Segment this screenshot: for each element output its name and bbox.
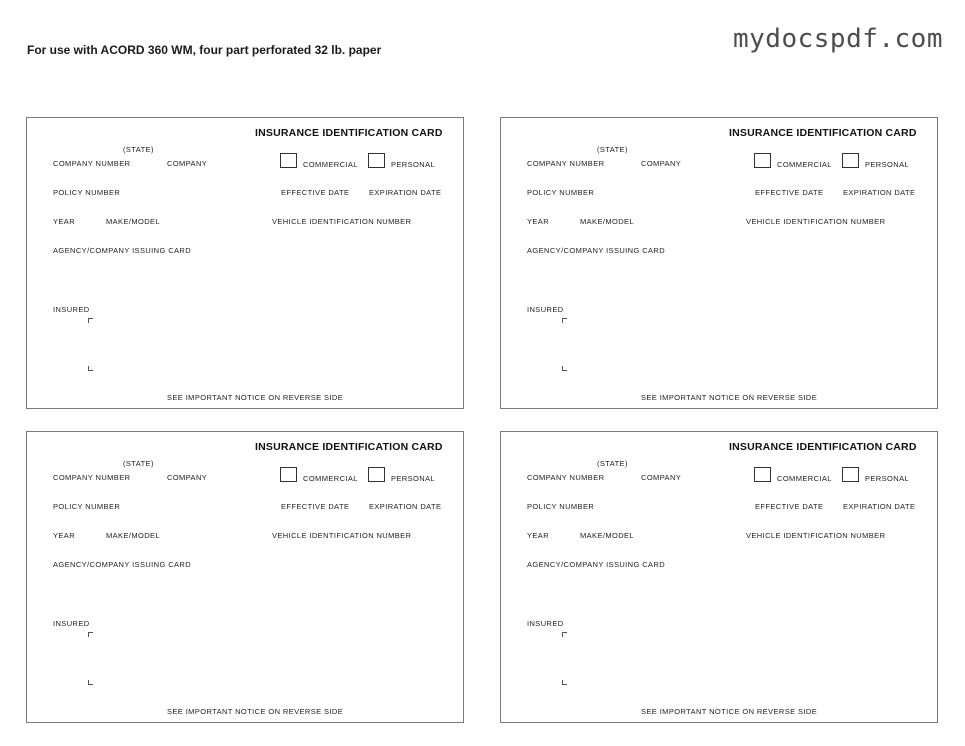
insurance-card-2 [500,117,938,409]
state-label: (STATE) [123,145,154,154]
personal-label: PERSONAL [865,474,910,483]
address-corner-bottom [88,680,93,685]
card-title: INSURANCE IDENTIFICATION CARD [729,441,917,453]
commercial-label: COMMERCIAL [303,160,358,169]
state-label: (STATE) [597,459,628,468]
year-label: YEAR [527,531,550,540]
year-label: YEAR [53,217,76,226]
commercial-checkbox[interactable] [280,153,297,168]
personal-label: PERSONAL [391,160,436,169]
insured-label: INSURED [527,305,564,314]
watermark: mydocspdf.com [733,24,943,54]
company-label: COMPANY [641,159,682,168]
year-label: YEAR [53,531,76,540]
vin-label: VEHICLE IDENTIFICATION NUMBER [272,531,412,540]
expiration-date-label: EXPIRATION DATE [369,502,442,511]
personal-label: PERSONAL [865,160,910,169]
commercial-checkbox[interactable] [754,153,771,168]
vin-label: VEHICLE IDENTIFICATION NUMBER [746,217,886,226]
address-corner-top [562,632,567,637]
reverse-notice: SEE IMPORTANT NOTICE ON REVERSE SIDE [641,393,818,402]
make-model-label: MAKE/MODEL [106,531,161,540]
insurance-card-1 [26,117,464,409]
company-number-label: COMPANY NUMBER [53,159,131,168]
insured-label: INSURED [527,619,564,628]
card-title: INSURANCE IDENTIFICATION CARD [255,441,443,453]
personal-label: PERSONAL [391,474,436,483]
effective-date-label: EFFECTIVE DATE [755,188,824,197]
address-corner-bottom [562,680,567,685]
state-label: (STATE) [123,459,154,468]
address-corner-bottom [562,366,567,371]
policy-number-label: POLICY NUMBER [53,502,121,511]
commercial-checkbox[interactable] [280,467,297,482]
make-model-label: MAKE/MODEL [580,217,635,226]
effective-date-label: EFFECTIVE DATE [281,188,350,197]
make-model-label: MAKE/MODEL [580,531,635,540]
policy-number-label: POLICY NUMBER [527,188,595,197]
company-label: COMPANY [167,473,208,482]
agency-label: AGENCY/COMPANY ISSUING CARD [53,560,192,569]
header-note: For use with ACORD 360 WM, four part perforated 32 lb. paper [27,43,382,57]
agency-label: AGENCY/COMPANY ISSUING CARD [527,246,666,255]
address-corner-top [562,318,567,323]
card-title: INSURANCE IDENTIFICATION CARD [729,127,917,139]
expiration-date-label: EXPIRATION DATE [843,502,916,511]
expiration-date-label: EXPIRATION DATE [369,188,442,197]
commercial-checkbox[interactable] [754,467,771,482]
vin-label: VEHICLE IDENTIFICATION NUMBER [272,217,412,226]
personal-checkbox[interactable] [368,467,385,482]
reverse-notice: SEE IMPORTANT NOTICE ON REVERSE SIDE [167,707,344,716]
address-corner-bottom [88,366,93,371]
expiration-date-label: EXPIRATION DATE [843,188,916,197]
insurance-card-3 [26,431,464,723]
vin-label: VEHICLE IDENTIFICATION NUMBER [746,531,886,540]
personal-checkbox[interactable] [842,153,859,168]
effective-date-label: EFFECTIVE DATE [281,502,350,511]
agency-label: AGENCY/COMPANY ISSUING CARD [527,560,666,569]
insured-label: INSURED [53,619,90,628]
address-corner-top [88,318,93,323]
address-corner-top [88,632,93,637]
company-label: COMPANY [641,473,682,482]
company-number-label: COMPANY NUMBER [527,473,605,482]
company-label: COMPANY [167,159,208,168]
company-number-label: COMPANY NUMBER [53,473,131,482]
personal-checkbox[interactable] [368,153,385,168]
card-title: INSURANCE IDENTIFICATION CARD [255,127,443,139]
policy-number-label: POLICY NUMBER [527,502,595,511]
agency-label: AGENCY/COMPANY ISSUING CARD [53,246,192,255]
insurance-card-4 [500,431,938,723]
state-label: (STATE) [597,145,628,154]
company-number-label: COMPANY NUMBER [527,159,605,168]
commercial-label: COMMERCIAL [303,474,358,483]
make-model-label: MAKE/MODEL [106,217,161,226]
policy-number-label: POLICY NUMBER [53,188,121,197]
effective-date-label: EFFECTIVE DATE [755,502,824,511]
reverse-notice: SEE IMPORTANT NOTICE ON REVERSE SIDE [167,393,344,402]
reverse-notice: SEE IMPORTANT NOTICE ON REVERSE SIDE [641,707,818,716]
commercial-label: COMMERCIAL [777,160,832,169]
personal-checkbox[interactable] [842,467,859,482]
insured-label: INSURED [53,305,90,314]
commercial-label: COMMERCIAL [777,474,832,483]
year-label: YEAR [527,217,550,226]
